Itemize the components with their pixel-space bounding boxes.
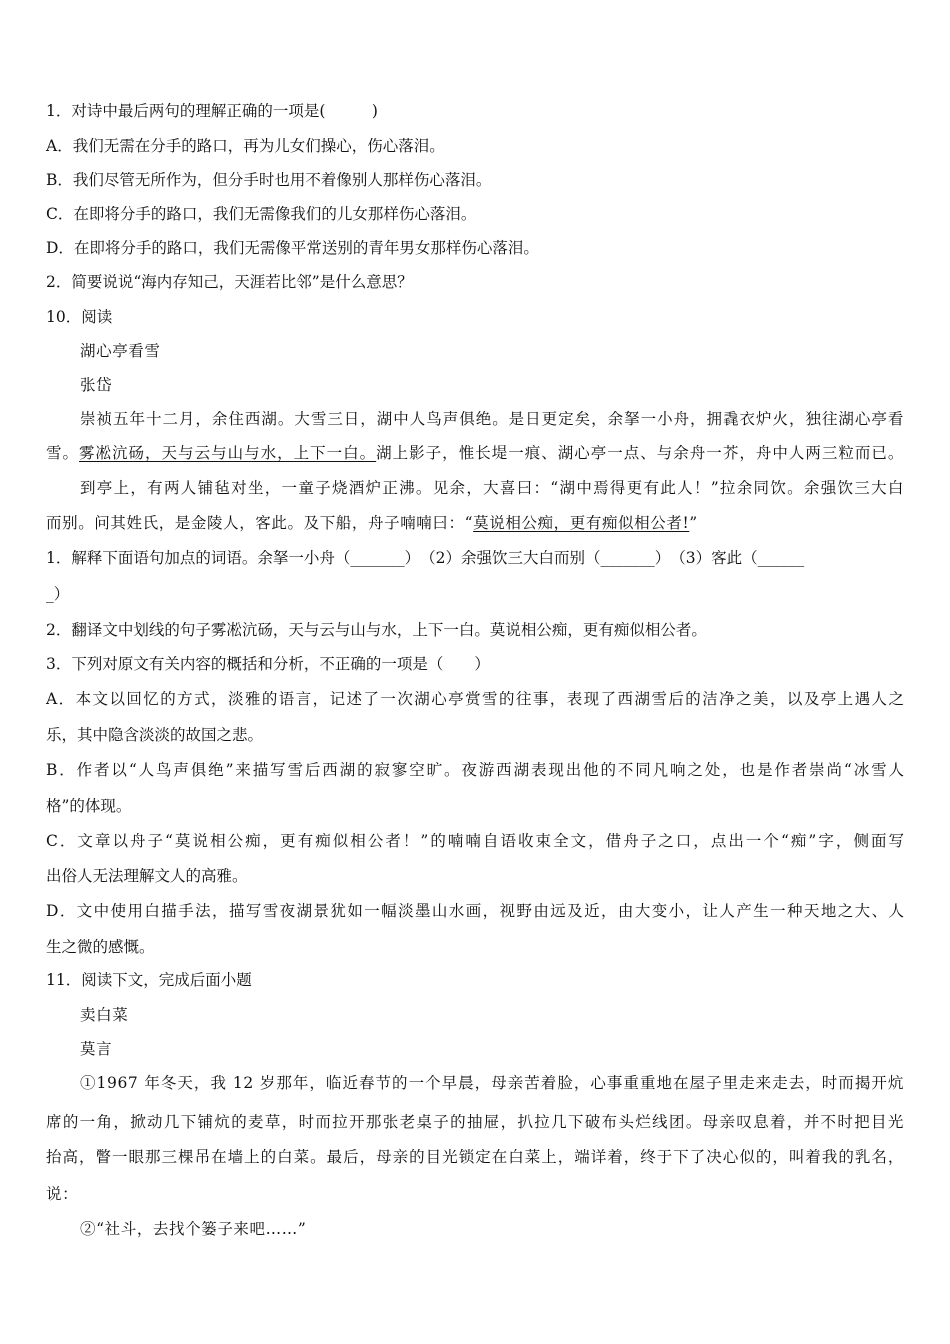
q9-question-1-stem: 1．对诗中最后两句的理解正确的一项是( ): [46, 102, 378, 120]
q10-question-2: 2．翻译文中划线的句子雾凇沆砀，天与云与山与水，上下一白。莫说相公痴，更有痴似相公者。: [46, 621, 707, 639]
q9-option-c: C．在即将分手的路口，我们无需像我们的儿女那样伤心落泪。: [46, 205, 477, 223]
q10-passage-p1-line2: [46, 443, 904, 463]
q10-option-a-line2: 乐，其中隐含淡淡的故国之悲。: [46, 726, 264, 744]
q9-option-d: D．在即将分手的路口，我们无需像平常送别的青年男女那样伤心落泪。: [46, 239, 539, 257]
q9-question-2: 2．简要说说“海内存知己，天涯若比邻”是什么意思？: [46, 273, 413, 291]
q10-passage-p2-line1: 到亭上，有两人铺毡对坐，一童子烧酒炉正沸。见余，大喜曰：“湖中焉得更有此人！”拉余同饮。余强饮三大白: [80, 479, 904, 497]
q11-passage-p1-line1: ①1967 年冬天，我 12 岁那年，临近春节的一个早晨，母亲苦着脸，心事重重地在屋子里走来走去，时而揭开炕: [80, 1074, 904, 1092]
q9-option-b: B．我们尽管无所作为，但分手时也用不着像别人那样伤心落泪。: [46, 171, 492, 189]
q10-heading: 10．阅读: [46, 308, 113, 326]
q10-option-d-line2: 生之微的感慨。: [46, 938, 155, 956]
q10-question-1-line2: _）: [46, 585, 70, 603]
q10-passage-title: 湖心亭看雪: [80, 342, 161, 360]
q10-option-d-line1: D．文中使用白描手法，描写雪夜湖景犹如一幅淡墨山水画，视野由远及近，由大变小，让人产生一种天地之大、人: [46, 902, 904, 920]
q11-passage-p1-line3: 抬高，瞥一眼那三棵吊在墙上的白菜。最后，母亲的目光锁定在白菜上，端详着，终于下了决心似的，叫着我的乳名，: [46, 1148, 904, 1166]
q10-passage-author: 张岱: [80, 376, 113, 394]
q11-passage-p1-line4: 说：: [46, 1185, 79, 1203]
q10-passage-p1-line1: 崇祯五年十二月，余住西湖。大雪三日，湖中人鸟声俱绝。是日更定矣，余拏一小舟，拥毳衣炉火，独往湖心亭看: [80, 410, 904, 428]
q10-option-c-line2: 出俗人无法理解文人的高雅。: [46, 867, 248, 885]
q10-p1-post: 湖上影子，惟长堤一痕、湖心亭一点、与余舟一芥，舟中人两三粒而已。: [376, 444, 904, 462]
q10-option-b-line1: B．作者以“人鸟声俱绝”来描写雪后西湖的寂寥空旷。夜游西湖表现出他的不同凡响之处，也是作者崇尚“冰雪人: [46, 761, 904, 779]
q11-passage-author: 莫言: [80, 1040, 113, 1058]
q11-passage-p1-line2: 席的一角，掀动几下铺炕的麦草，时而拉开那张老桌子的抽屉，扒拉几下破布头烂线团。母亲叹息着，并不时把目光: [46, 1113, 904, 1131]
q10-option-b-line2: 格”的体现。: [46, 797, 132, 815]
q10-passage-p2-line2: [46, 513, 698, 533]
q10-underlined-sentence-2: 莫说相公痴，更有痴似相公者!: [473, 514, 690, 532]
q10-underlined-sentence-1: 雾凇沆砀，天与云与山与水，上下一白。: [79, 444, 377, 462]
q9-option-a: A．我们无需在分手的路口，再为儿女们操心，伤心落泪。: [46, 137, 445, 155]
q10-p2-post: ”: [689, 514, 698, 532]
q11-heading: 11．阅读下文，完成后面小题: [46, 971, 252, 989]
q10-p1-pre: 雪。: [46, 444, 80, 462]
q10-option-c-line1: C．文章以舟子“莫说相公痴，更有痴似相公者！”的喃喃自语收束全文，借舟子之口，点出一个“痴”字，侧面写: [46, 832, 904, 850]
q10-option-a-line1: A．本文以回忆的方式，淡雅的语言，记述了一次湖心亭赏雪的往事，表现了西湖雪后的洁净之美，以及亭上遇人之: [46, 690, 904, 708]
q10-question-3-stem: 3．下列对原文有关内容的概括和分析，不正确的一项是（ ）: [46, 655, 490, 673]
q10-question-1-line1: 1．解释下面语句加点的词语。余拏一小舟（_______） （2）余强饮三大白而别（_______） （3）客此（______: [46, 549, 805, 567]
q11-passage-p2-line1: ②“社斗，去找个篓子来吧……”: [80, 1220, 307, 1238]
q11-passage-title: 卖白菜: [80, 1006, 129, 1024]
q10-p2-pre: 而别。问其姓氏，是金陵人，客此。及下船，舟子喃喃曰：“: [46, 514, 474, 532]
